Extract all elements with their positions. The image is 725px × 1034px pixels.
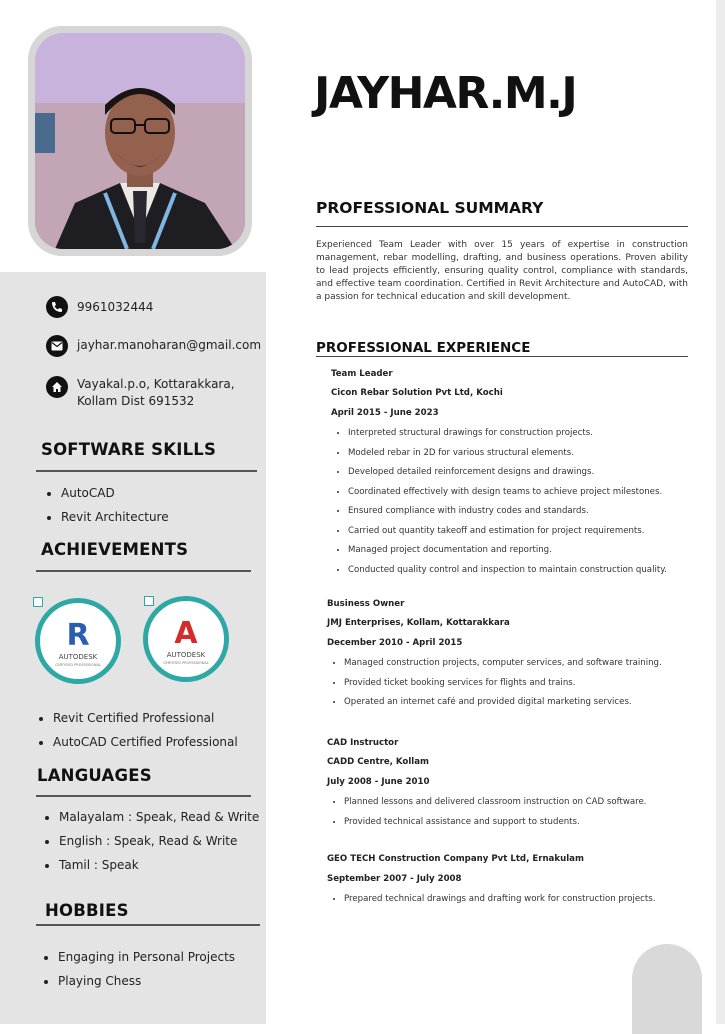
list-item: • Provided technical assistance and support to students. [344, 816, 647, 836]
job-bullets [327, 657, 662, 716]
autocad-badge [143, 596, 229, 682]
list-item: • Revit Architecture [61, 505, 169, 529]
phone-text: 9961032444 [77, 300, 154, 314]
job-company: GEO TECH Construction Company Pvt Ltd, Ernakulam [327, 854, 584, 864]
contact-phone [46, 296, 153, 318]
list-item: • Tamil : Speak [59, 853, 259, 877]
hobbies-list [39, 945, 235, 993]
list-item: • Operated an internet café and provided digital marketing services. [344, 696, 662, 716]
list-item: • Malayalam : Speak, Read & Write [59, 805, 259, 829]
home-icon [46, 376, 68, 398]
svg-text:CERTIFIED PROFESSIONAL: CERTIFIED PROFESSIONAL [55, 663, 101, 667]
list-item: • Managed construction projects, computer services, and software training. [344, 657, 662, 677]
list-item: • Modeled rebar in 2D for various structural elements. [348, 447, 667, 467]
mail-icon [46, 335, 68, 357]
hobbies-rule [36, 924, 260, 926]
svg-text:CERTIFIED PROFESSIONAL: CERTIFIED PROFESSIONAL [163, 661, 209, 665]
list-item: • Ensured compliance with industry codes and standards. [348, 505, 667, 525]
right-edge-strip [716, 0, 725, 1024]
summary-heading: PROFESSIONAL SUMMARY [316, 199, 544, 217]
address-line-2: Kollam Dist 691532 [77, 394, 195, 408]
software-skills-rule [36, 470, 257, 472]
revit-badge [35, 598, 121, 684]
list-item: • Engaging in Personal Projects [58, 945, 235, 969]
address-text [77, 376, 235, 410]
list-item: • Provided ticket booking services for flights and trains. [344, 677, 662, 697]
achievements-list [34, 706, 238, 754]
svg-text:A: A [174, 616, 198, 651]
email-text: jayhar.manoharan@gmail.com [77, 338, 262, 352]
list-item: • AutoCAD Certified Professional [53, 730, 238, 754]
job-bullets [327, 796, 647, 835]
summary-rule [316, 226, 688, 227]
job-dates: December 2010 - April 2015 [327, 638, 463, 648]
achievements-heading: ACHIEVEMENTS [41, 540, 189, 559]
list-item: • Coordinated effectively with design teams to achieve project milestones. [348, 486, 667, 506]
list-item: • Prepared technical drawings and drafting work for construction projects. [344, 893, 655, 913]
svg-text:R: R [66, 618, 90, 653]
languages-list [40, 805, 259, 877]
job-company: CADD Centre, Kollam [327, 757, 429, 767]
badge-corner-icon [33, 597, 43, 607]
contact-address [46, 376, 235, 410]
phone-icon [46, 296, 68, 318]
list-item: • Interpreted structural drawings for construction projects. [348, 427, 667, 447]
contact-email [46, 335, 261, 357]
job-bullets [327, 893, 655, 913]
experience-rule [316, 356, 688, 357]
name-title: JAYHAR.M.J [314, 68, 577, 119]
list-item: • Revit Certified Professional [53, 706, 238, 730]
job-bullets [331, 427, 667, 583]
list-item: • Managed project documentation and reporting. [348, 544, 667, 564]
list-item: • Planned lessons and delivered classroom instruction on CAD software. [344, 796, 647, 816]
job-title: Team Leader [331, 369, 393, 379]
badge-corner-icon [144, 596, 154, 606]
job-company: JMJ Enterprises, Kollam, Kottarakkara [327, 618, 510, 628]
languages-rule [36, 795, 251, 797]
profile-photo [35, 33, 245, 249]
decorative-shape [632, 944, 702, 1034]
list-item: • Playing Chess [58, 969, 235, 993]
software-skills-list [42, 481, 169, 529]
svg-text:AUTODESK: AUTODESK [58, 653, 98, 661]
software-skills-heading: SOFTWARE SKILLS [41, 440, 217, 459]
svg-text:AUTODESK: AUTODESK [166, 651, 206, 659]
summary-text: Experienced Team Leader with over 15 years of expertise in construction management, rebar modelling, drafting, and business operations. Proven ability to lead projects efficiently, ensuring quality control, compliance with standards, and effective team coordination. Certified in Revit Architecture and AutoCAD, with a passion for technical education and skill development. [316, 240, 688, 302]
job-dates: April 2015 - June 2023 [331, 408, 439, 418]
list-item: • Conducted quality control and inspection to maintain construction quality. [348, 564, 667, 584]
list-item: • Carried out quantity takeoff and estimation for project requirements. [348, 525, 667, 545]
job-title: Business Owner [327, 599, 405, 609]
experience-heading: PROFESSIONAL EXPERIENCE [316, 340, 531, 356]
job-dates: September 2007 - July 2008 [327, 874, 462, 884]
achievements-rule [36, 570, 251, 572]
address-line-1: Vayakal.p.o, Kottarakkara, [77, 377, 235, 391]
job-company: Cicon Rebar Solution Pvt Ltd, Kochi [331, 388, 503, 398]
job-dates: July 2008 - June 2010 [327, 777, 430, 787]
list-item: • Developed detailed reinforcement designs and drawings. [348, 466, 667, 486]
hobbies-heading: HOBBIES [45, 901, 129, 920]
list-item: • AutoCAD [61, 481, 169, 505]
languages-heading: LANGUAGES [37, 766, 152, 785]
list-item: • English : Speak, Read & Write [59, 829, 259, 853]
job-title: CAD Instructor [327, 738, 399, 748]
